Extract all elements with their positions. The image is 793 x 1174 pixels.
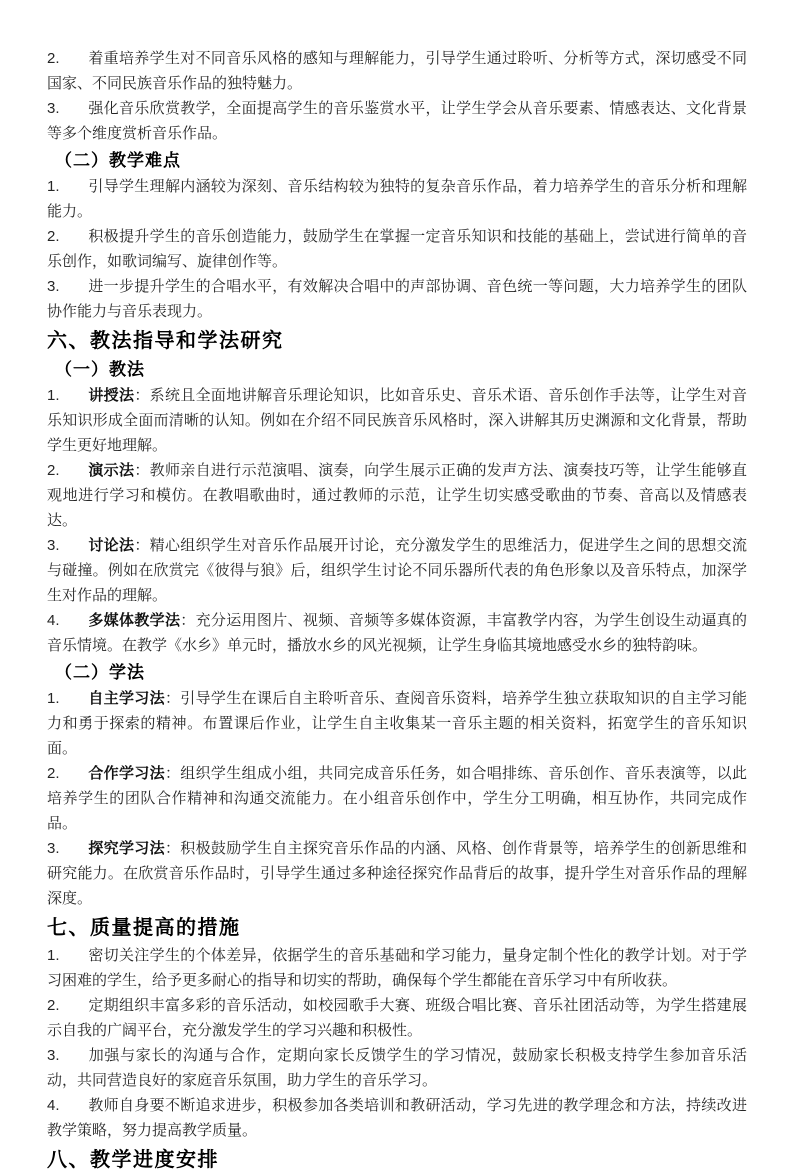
list-item [47, 1043, 747, 1093]
item-number: 2. [47, 50, 60, 67]
item-number: 3. [47, 278, 60, 295]
list-item [47, 608, 747, 658]
item-label: 多媒体教学法 [88, 612, 181, 629]
item-number: 2. [47, 997, 60, 1014]
item-text: 引导学生理解内涵较为深刻、音乐结构较为独特的复杂音乐作品，着力培养学生的音乐分析和理解能力。 [47, 178, 747, 220]
item-label: 自主学习法 [88, 690, 165, 707]
sub-heading: （二）教学难点 [55, 151, 181, 170]
item-number: 1. [47, 947, 60, 964]
list-item [47, 836, 747, 911]
section-heading: 七、质量提高的措施 [47, 917, 241, 939]
item-text: ：引导学生在课后自主聆听音乐、查阅音乐资料，培养学生独立获取知识的自主学习能力和勇于探索的精神。布置课后作业，让学生自主收集某一音乐主题的相关资料，拓宽学生的音乐知识面。 [47, 690, 747, 757]
item-text: 着重培养学生对不同音乐风格的感知与理解能力，引导学生通过聆听、分析等方式，深切感受不同国家、不同民族音乐作品的独特魅力。 [47, 50, 747, 92]
section-heading: 八、教学进度安排 [47, 1149, 219, 1171]
sub-heading: （一）教法 [55, 360, 145, 379]
item-number: 1. [47, 690, 60, 707]
item-number: 1. [47, 387, 60, 404]
item-text: ：教师亲自进行示范演唱、演奏，向学生展示正确的发声方法、演奏技巧等，让学生能够直观地进行学习和模仿。在教唱歌曲时，通过教师的示范，让学生切实感受歌曲的节奏、音高以及情感表达。 [47, 462, 747, 529]
section-heading: 六、教法指导和学法研究 [47, 330, 284, 352]
item-number: 2. [47, 462, 60, 479]
item-text: 进一步提升学生的合唱水平，有效解决合唱中的声部协调、音色统一等问题，大力培养学生的团队协作能力与音乐表现力。 [47, 278, 747, 320]
item-text: 定期组织丰富多彩的音乐活动，如校园歌手大赛、班级合唱比赛、音乐社团活动等，为学生搭建展示自我的广阔平台，充分激发学生的学习兴趣和积极性。 [47, 997, 747, 1039]
item-text: 加强与家长的沟通与合作，定期向家长反馈学生的学习情况，鼓励家长积极支持学生参加音乐活动，共同营造良好的家庭音乐氛围，助力学生的音乐学习。 [47, 1047, 747, 1089]
item-number: 4. [47, 612, 60, 629]
item-label: 讲授法 [88, 387, 135, 404]
item-text: ：系统且全面地讲解音乐理论知识，比如音乐史、音乐术语、音乐创作手法等，让学生对音乐知识形成全面而清晰的认知。例如在介绍不同民族音乐风格时，深入讲解其历史渊源和文化背景，帮助学生更好地理解。 [47, 387, 747, 454]
item-text: 强化音乐欣赏教学，全面提高学生的音乐鉴赏水平，让学生学会从音乐要素、情感表达、文化背景等多个维度赏析音乐作品。 [47, 100, 747, 142]
list-item [47, 943, 747, 993]
list-item [47, 686, 747, 761]
list-item [47, 96, 747, 146]
item-text: ：精心组织学生对音乐作品展开讨论，充分激发学生的思维活力，促进学生之间的思想交流与碰撞。例如在欣赏完《彼得与狼》后，组织学生讨论不同乐器所代表的角色形象以及音乐特点，加深学生对作品的理解。 [47, 537, 747, 604]
list-item [47, 761, 747, 836]
list-item [47, 224, 747, 274]
item-text: ：组织学生组成小组，共同完成音乐任务，如合唱排练、音乐创作、音乐表演等，以此培养学生的团队合作精神和沟通交流能力。在小组音乐创作中，学生分工明确，相互协作，共同完成作品。 [47, 765, 747, 832]
item-number: 2. [47, 228, 60, 245]
item-number: 3. [47, 840, 60, 857]
item-label: 合作学习法 [88, 765, 165, 782]
item-number: 3. [47, 537, 60, 554]
sub-heading: （二）学法 [55, 663, 145, 682]
list-item [47, 46, 747, 96]
list-item [47, 274, 747, 324]
item-number: 3. [47, 1047, 60, 1064]
list-item [47, 383, 747, 458]
item-label: 演示法 [88, 462, 135, 479]
list-item [47, 1093, 747, 1143]
item-text: ：充分运用图片、视频、音频等多媒体资源，丰富教学内容，为学生创设生动逼真的音乐情境。在教学《水乡》单元时，播放水乡的风光视频，让学生身临其境地感受水乡的独特韵味。 [47, 612, 747, 654]
item-number: 1. [47, 178, 60, 195]
item-number: 4. [47, 1097, 60, 1114]
item-text: ：积极鼓励学生自主探究音乐作品的内涵、风格、创作背景等，培养学生的创新思维和研究能力。在欣赏音乐作品时，引导学生通过多种途径探究作品背后的故事，提升学生对音乐作品的理解深度。 [47, 840, 747, 907]
item-text: 积极提升学生的音乐创造能力，鼓励学生在掌握一定音乐知识和技能的基础上，尝试进行简单的音乐创作，如歌词编写、旋律创作等。 [47, 228, 747, 270]
list-item [47, 458, 747, 533]
item-text: 教师自身要不断追求进步，积极参加各类培训和教研活动，学习先进的教学理念和方法，持续改进教学策略，努力提高教学质量。 [47, 1097, 747, 1139]
list-item [47, 533, 747, 608]
item-number: 2. [47, 765, 60, 782]
item-text: 密切关注学生的个体差异，依据学生的音乐基础和学习能力，量身定制个性化的教学计划。对于学习困难的学生，给予更多耐心的指导和切实的帮助，确保每个学生都能在音乐学习中有所收获。 [47, 947, 747, 989]
list-item [47, 174, 747, 224]
list-item [47, 993, 747, 1043]
item-label: 探究学习法 [88, 840, 165, 857]
item-label: 讨论法 [88, 537, 135, 554]
item-number: 3. [47, 100, 60, 117]
